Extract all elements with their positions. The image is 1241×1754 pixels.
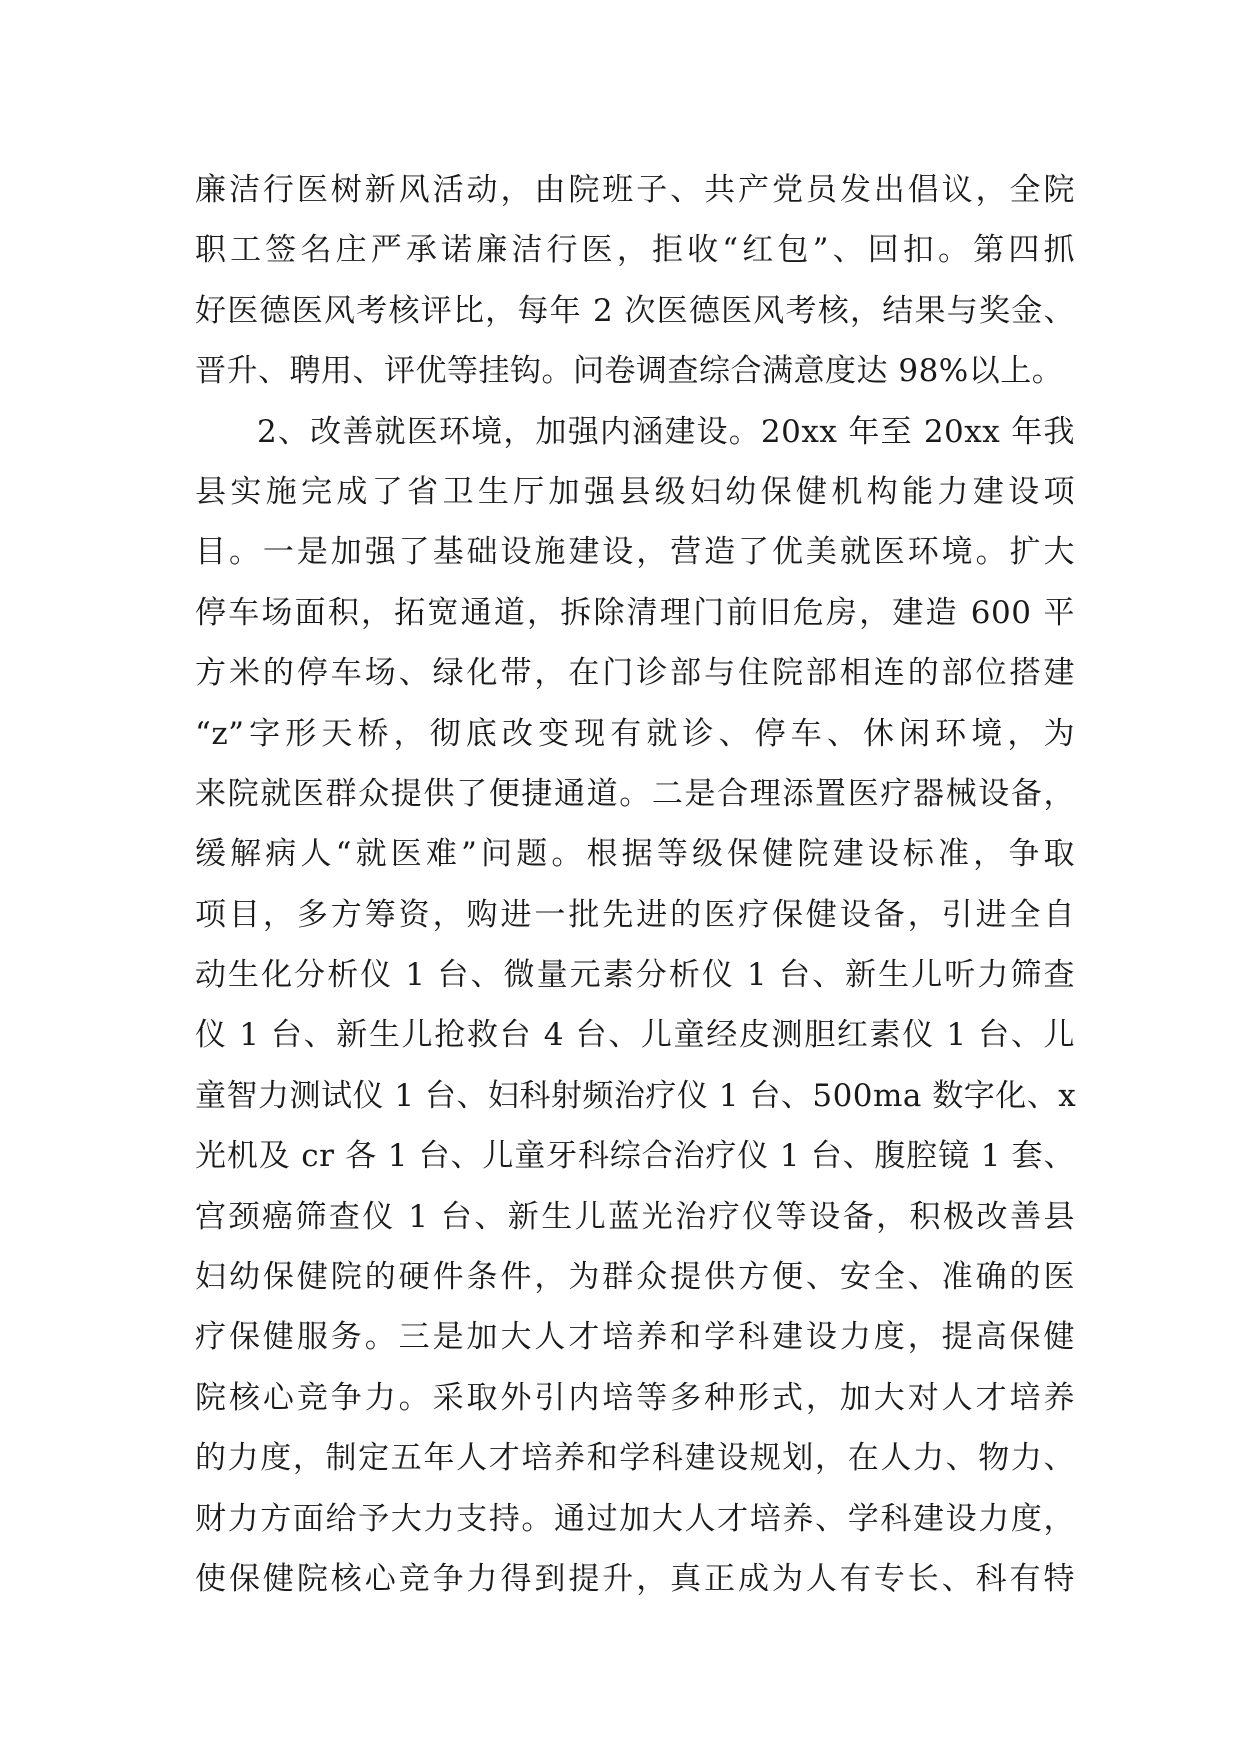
text-line: 妇幼保健院的硬件条件，为群众提供方便、安全、准确的医	[195, 1259, 1075, 1296]
text-line: 职工签名庄严承诺廉洁行医，拒收“红包”、回扣。第四抓	[195, 232, 1075, 269]
text-line: 方米的停车场、绿化带，在门诊部与住院部相连的部位搭建	[195, 655, 1075, 692]
text-line: 项目，多方筹资，购进一批先进的医疗保健设备，引进全自	[195, 896, 1075, 933]
text-line: 财力方面给予大力支持。通过加大人才培养、学科建设力度，	[195, 1500, 1075, 1537]
body-text	[195, 160, 1075, 1609]
text-line: 的力度，制定五年人才培养和学科建设规划，在人力、物力、	[195, 1440, 1075, 1477]
text-line: 光机及 cr 各 1 台、儿童牙科综合治疗仪 1 台、腹腔镜 1 套、	[195, 1138, 1075, 1175]
text-line: 县实施完成了省卫生厅加强县级妇幼保健机构能力建设项	[195, 473, 1075, 510]
text-line: 晋升、聘用、评优等挂钩。问卷调查综合满意度达 98%以上。	[195, 353, 1064, 390]
text-line: 动生化分析仪 1 台、微量元素分析仪 1 台、新生儿听力筛查	[195, 957, 1075, 994]
text-line: 院核心竞争力。采取外引内培等多种形式，加大对人才培养	[195, 1379, 1075, 1416]
text-line: 宫颈癌筛查仪 1 台、新生儿蓝光治疗仪等设备，积极改善县	[195, 1198, 1075, 1235]
text-line: 停车场面积，拓宽通道，拆除清理门前旧危房，建造 600 平	[195, 594, 1075, 631]
paragraph-start-line: 2、改善就医环境，加强内涵建设。20xx 年至 20xx 年我	[257, 413, 1075, 450]
text-line: 疗保健服务。三是加大人才培养和学科建设力度，提高保健	[195, 1319, 1075, 1356]
text-line: 目。一是加强了基础设施建设，营造了优美就医环境。扩大	[195, 534, 1075, 571]
text-line: 好医德医风考核评比，每年 2 次医德医风考核，结果与奖金、	[195, 292, 1075, 329]
text-line: 缓解病人“就医难”问题。根据等级保健院建设标准，争取	[195, 836, 1075, 873]
text-line: 来院就医群众提供了便捷通道。二是合理添置医疗器械设备，	[195, 775, 1075, 812]
text-line: “z”字形天桥，彻底改变现有就诊、停车、休闲环境，为	[195, 715, 1075, 752]
text-line: 童智力测试仪 1 台、妇科射频治疗仪 1 台、500ma 数字化、x	[195, 1077, 1077, 1114]
text-line: 廉洁行医树新风活动，由院班子、共产党员发出倡议，全院	[195, 172, 1075, 208]
text-line: 使保健院核心竞争力得到提升，真正成为人有专长、科有特	[195, 1560, 1075, 1597]
text-line: 仪 1 台、新生儿抢救台 4 台、儿童经皮测胆红素仪 1 台、儿	[195, 1017, 1075, 1054]
